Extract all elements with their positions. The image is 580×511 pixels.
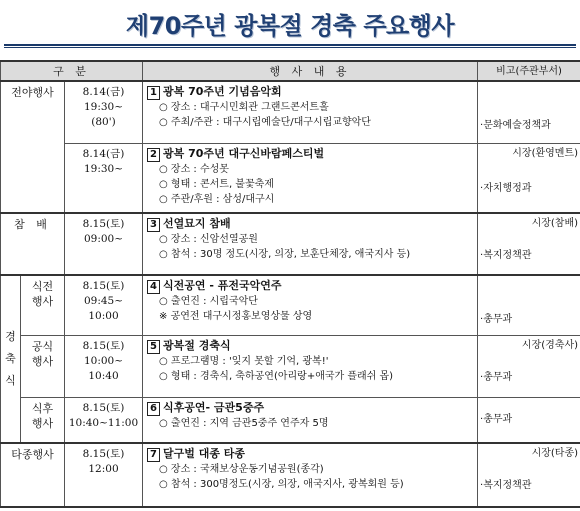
table-row xyxy=(1,335,580,397)
content-cell: 4 식전공연 - 퓨전국악연주 ○ 출연진 : 시립국악단 ※ 공연전 대구시정홍보영상물 상영 xyxy=(143,275,478,335)
note-cell: ·총무과 xyxy=(478,397,580,443)
date-cell: 8.15(토) 10:40~11:00 xyxy=(65,397,143,443)
title-divider-thin xyxy=(4,47,576,48)
event-title: 3 선열묘지 참배 xyxy=(147,216,473,232)
header-content: 행 사 내 용 xyxy=(143,61,478,81)
event-title: 6 식후공연- 금관5중주 xyxy=(147,400,473,416)
note-cell: 시장(타종) ·복지정책관 xyxy=(478,443,580,507)
sub-category-cell: 식전 행사 xyxy=(21,275,65,335)
date-cell: 8.15(토) 09:00~ xyxy=(65,213,143,275)
table-row xyxy=(1,213,580,275)
content-cell: 2 광복 70주년 대구신바람페스티벌 ○ 장소 : 수성못 ○ 형태 : 콘서트, 불꽃축제 ○ 주관/후원 : 삼성/대구시 xyxy=(143,143,478,213)
date-cell: 8.15(토) 10:00~ 10:40 xyxy=(65,335,143,397)
event-title: 7 달구벌 대종 타종 xyxy=(147,446,473,462)
table-row xyxy=(1,81,580,143)
category-cell: 타종행사 xyxy=(1,443,65,507)
table-row xyxy=(1,397,580,443)
content-cell: 1 광복 70주년 기념음악회 ○ 장소 : 대구시민회관 그랜드콘서트홀 ○ 주최/주관 : 대구시립예술단/대구시립교향악단 xyxy=(143,81,478,143)
group-label: 경 축 식 xyxy=(1,275,21,443)
category-cell: 참 배 xyxy=(1,213,65,275)
table-header-row xyxy=(1,61,580,81)
category-cell: 전야행사 xyxy=(1,81,65,213)
header-category: 구 분 xyxy=(1,61,143,81)
events-table xyxy=(0,60,580,508)
event-title: 1 광복 70주년 기념음악회 xyxy=(147,84,473,100)
event-title: 4 식전공연 - 퓨전국악연주 xyxy=(147,278,473,294)
note-cell: ·문화예술정책과 xyxy=(478,81,580,143)
content-cell: 3 선열묘지 참배 ○ 장소 : 신암선열공원 ○ 참석 : 30명 정도(시장, 의장, 보훈단체장, 애국지사 등) xyxy=(143,213,478,275)
table-row xyxy=(1,275,580,335)
page-title: 제70주년 광복절 경축 주요행사 xyxy=(125,12,455,40)
note-cell: 시장(환영멘트) ·자치행정과 xyxy=(478,143,580,213)
note-cell: ·총무과 xyxy=(478,275,580,335)
date-cell: 8.14(금) 19:30~ (80') xyxy=(65,81,143,143)
date-cell: 8.14(금) 19:30~ xyxy=(65,143,143,213)
content-cell: 5 광복절 경축식 ○ 프로그램명 : '잊지 못할 기억, 광복!' ○ 형태 : 경축식, 축하공연(아리랑+애국가 플래쉬 몹) xyxy=(143,335,478,397)
sub-category-cell: 공식 행사 xyxy=(21,335,65,397)
content-cell: 6 식후공연- 금관5중주 ○ 출연진 : 지역 금관5중주 연주자 5명 xyxy=(143,397,478,443)
note-cell: 시장(경축사) ·총무과 xyxy=(478,335,580,397)
title-area xyxy=(0,0,580,50)
title-divider xyxy=(4,44,576,46)
event-title: 5 광복절 경축식 xyxy=(147,338,473,354)
sub-category-cell: 식후 행사 xyxy=(21,397,65,443)
content-cell: 7 달구벌 대종 타종 ○ 장소 : 국채보상운동기념공원(종각) ○ 참석 : 300명정도(시장, 의장, 애국지사, 광복회원 등) xyxy=(143,443,478,507)
date-cell: 8.15(토) 09:45~ 10:00 xyxy=(65,275,143,335)
header-note: 비고(주관부서) xyxy=(478,61,580,81)
note-cell: 시장(참배) ·복지정책관 xyxy=(478,213,580,275)
table-row xyxy=(1,443,580,507)
event-title: 2 광복 70주년 대구신바람페스티벌 xyxy=(147,146,473,162)
date-cell: 8.15(토) 12:00 xyxy=(65,443,143,507)
table-row xyxy=(1,143,580,213)
